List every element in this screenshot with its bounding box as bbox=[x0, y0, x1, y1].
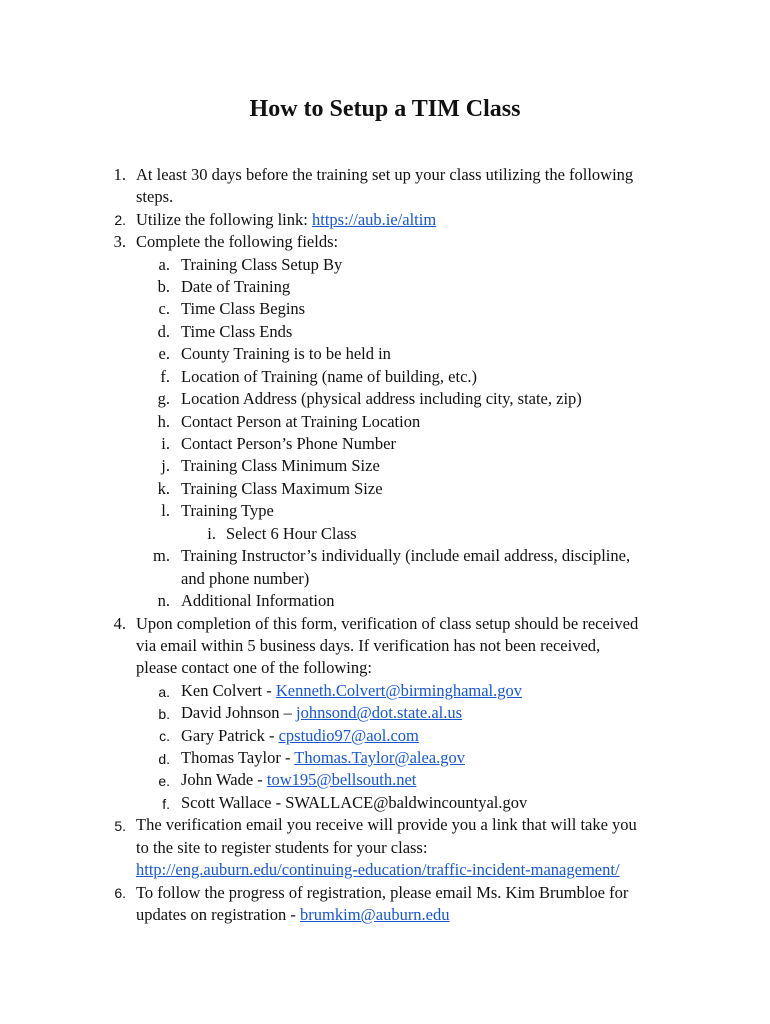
sublist-letter: h. bbox=[157, 412, 170, 431]
sublist-letter: b. bbox=[157, 277, 170, 296]
list-item-text: To follow the progress of registration, please email Ms. Kim Brumbloe for bbox=[136, 883, 629, 902]
field-item: Training Class Minimum Size bbox=[181, 456, 380, 475]
contact-email-link[interactable]: Kenneth.Colvert@birminghamal.gov bbox=[275, 681, 523, 700]
contact-email-link[interactable]: Thomas.Taylor@alea.gov bbox=[294, 748, 466, 767]
list-item-text: via email within 5 business days. If verification has not been received, bbox=[136, 636, 601, 655]
field-item: Contact Person at Training Location bbox=[181, 412, 421, 431]
field-item: Location Address (physical address including city, state, zip) bbox=[181, 389, 582, 408]
altim-link[interactable]: https://aub.ie/altim bbox=[311, 210, 437, 229]
field-item: Training Instructor’s individually (include email address, discipline, bbox=[181, 546, 631, 565]
contact-email-link[interactable]: cpstudio97@aol.com bbox=[278, 726, 419, 745]
contact-name: Thomas Taylor - bbox=[181, 748, 295, 767]
list-item-text: to the site to register students for your class: bbox=[136, 838, 428, 857]
field-item: Training Class Maximum Size bbox=[181, 479, 383, 498]
sublist-letter: f. bbox=[162, 796, 170, 812]
sublist-letter: d. bbox=[158, 751, 170, 767]
contact-item bbox=[181, 725, 419, 747]
list-item-text: Upon completion of this form, verification of class setup should be received bbox=[136, 614, 639, 633]
list-number: 1. bbox=[113, 165, 126, 184]
sublist-letter: n. bbox=[157, 591, 170, 610]
contact-item bbox=[181, 747, 465, 769]
list-number: 6. bbox=[114, 885, 126, 901]
sublist-letter: f. bbox=[160, 367, 170, 386]
list-item-text: Utilize the following link: bbox=[136, 210, 312, 229]
sublist-letter: e. bbox=[158, 344, 170, 363]
list-item bbox=[136, 904, 450, 926]
list-number: 4. bbox=[113, 614, 126, 633]
field-item: Additional Information bbox=[181, 591, 335, 610]
list-number: 3. bbox=[113, 232, 126, 251]
field-item: County Training is to be held in bbox=[181, 344, 391, 363]
contact-item bbox=[181, 680, 522, 702]
list-item-text: steps. bbox=[136, 187, 174, 206]
sublist-roman: i. bbox=[207, 524, 216, 543]
sublist-letter: g. bbox=[157, 389, 170, 408]
contact-item: Scott Wallace - SWALLACE@baldwincountyal.gov bbox=[181, 793, 528, 812]
registration-link[interactable]: http://eng.auburn.edu/continuing-education/traffic-incident-management/ bbox=[136, 860, 620, 879]
contact-name: David Johnson – bbox=[181, 703, 297, 722]
list-item-text: updates on registration - bbox=[136, 905, 301, 924]
field-item: Date of Training bbox=[181, 277, 291, 296]
field-item: and phone number) bbox=[181, 569, 310, 588]
contact-name: John Wade - bbox=[181, 770, 267, 789]
sublist-letter: c. bbox=[159, 728, 170, 744]
field-item: Training Type bbox=[181, 501, 274, 520]
list-number: 2. bbox=[114, 212, 126, 228]
list-item-text: The verification email you receive will provide you a link that will take you bbox=[136, 815, 637, 834]
list-item bbox=[136, 209, 436, 231]
page-title: How to Setup a TIM Class bbox=[249, 96, 521, 122]
sublist-letter: b. bbox=[158, 706, 170, 722]
list-number: 5. bbox=[114, 818, 126, 834]
field-item: Location of Training (name of building, etc.) bbox=[181, 367, 478, 386]
field-item: Time Class Begins bbox=[181, 299, 306, 318]
contact-name: Ken Colvert - bbox=[181, 681, 276, 700]
sublist-letter: k. bbox=[157, 479, 170, 498]
sublist-letter: c. bbox=[158, 299, 170, 318]
field-item: Time Class Ends bbox=[181, 322, 293, 341]
contact-item bbox=[181, 769, 416, 791]
brumbloe-email-link[interactable]: brumkim@auburn.edu bbox=[300, 905, 450, 924]
sublist-letter: e. bbox=[158, 773, 170, 789]
field-item: Contact Person’s Phone Number bbox=[181, 434, 396, 453]
sublist-letter: d. bbox=[157, 322, 170, 341]
field-subitem: Select 6 Hour Class bbox=[226, 524, 357, 543]
contact-item bbox=[181, 702, 462, 724]
list-item-text: please contact one of the following: bbox=[136, 658, 372, 677]
field-item: Training Class Setup By bbox=[181, 255, 343, 274]
sublist-letter: l. bbox=[161, 501, 170, 520]
sublist-letter: m. bbox=[153, 546, 170, 565]
list-item-text: Complete the following fields: bbox=[136, 232, 339, 251]
contact-email-link[interactable]: tow195@bellsouth.net bbox=[266, 770, 417, 789]
sublist-letter: a. bbox=[158, 684, 170, 700]
contact-name: Gary Patrick - bbox=[181, 726, 279, 745]
contact-email-link[interactable]: johnsond@dot.state.al.us bbox=[296, 703, 463, 722]
sublist-letter: i. bbox=[161, 434, 170, 453]
list-item-text: At least 30 days before the training set up your class utilizing the following bbox=[136, 165, 634, 184]
list-item bbox=[136, 859, 620, 881]
sublist-letter: a. bbox=[158, 255, 170, 274]
sublist-letter: j. bbox=[161, 456, 170, 475]
